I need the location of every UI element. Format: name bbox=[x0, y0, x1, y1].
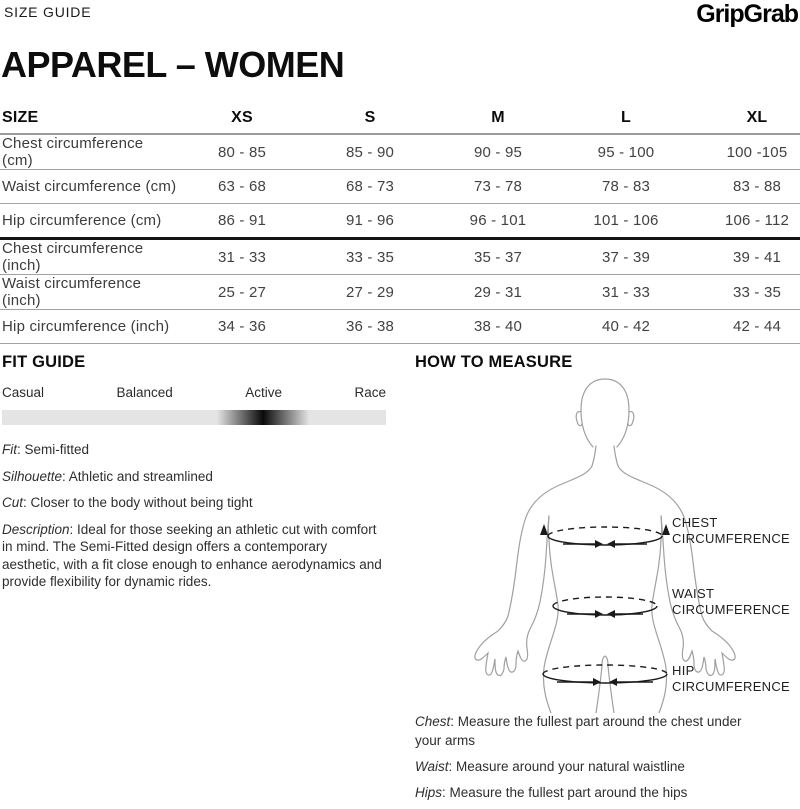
diagram-label-line: CIRCUMFERENCE bbox=[672, 601, 791, 617]
fit-scale-label: Active bbox=[245, 385, 282, 400]
column-header-size: SIZE bbox=[2, 109, 39, 126]
fit-scale-bar bbox=[2, 410, 386, 425]
diagram-label-chest bbox=[672, 515, 798, 546]
diagram-label-line: HIP bbox=[672, 663, 695, 678]
diagram-label-line: WAIST bbox=[672, 586, 715, 601]
column-header-xs: XS bbox=[231, 109, 253, 126]
size-value: 40 - 42 bbox=[601, 318, 651, 335]
diagram-label-waist bbox=[672, 586, 798, 617]
size-value: 42 - 44 bbox=[732, 318, 782, 335]
hip-band-arrows bbox=[593, 678, 617, 686]
size-value: 78 - 83 bbox=[601, 178, 651, 195]
size-value: 33 - 35 bbox=[345, 248, 395, 266]
fit-attributes bbox=[2, 441, 382, 600]
row-label: Hip circumference (cm) bbox=[2, 212, 162, 229]
page-eyebrow: SIZE GUIDE bbox=[4, 4, 92, 20]
row-label: Waist circumference (inch) bbox=[2, 275, 142, 309]
size-value: 101 - 106 bbox=[593, 212, 659, 229]
size-value: 106 - 112 bbox=[724, 212, 790, 229]
size-value: 85 - 90 bbox=[345, 143, 395, 161]
page-title: APPAREL – WOMEN bbox=[1, 44, 345, 85]
diagram-label-line: CHEST bbox=[672, 515, 718, 530]
measure-instructions bbox=[415, 712, 767, 809]
size-value: 39 - 41 bbox=[732, 248, 782, 266]
fit-scale-label: Casual bbox=[2, 385, 45, 400]
size-value: 31 - 33 bbox=[217, 248, 267, 266]
size-value: 25 - 27 bbox=[217, 283, 267, 301]
hip-measure-band bbox=[543, 665, 667, 683]
size-value: 34 - 36 bbox=[217, 318, 267, 335]
table-row bbox=[0, 170, 800, 204]
size-value: 100 -105 bbox=[726, 143, 788, 161]
fit-attribute-term: Silhouette bbox=[2, 468, 63, 484]
measure-instruction: Chest: Measure the fullest part around the chest under your arms bbox=[415, 714, 742, 748]
size-value: 96 - 101 bbox=[469, 212, 527, 229]
fit-attribute: Fit: Semi-fitted bbox=[2, 442, 90, 457]
size-value: 73 - 78 bbox=[473, 178, 523, 195]
fit-guide-heading: FIT GUIDE bbox=[2, 353, 86, 371]
size-value: 63 - 68 bbox=[217, 178, 267, 195]
fit-scale-label: Race bbox=[354, 385, 386, 400]
diagram-label-hip bbox=[672, 663, 798, 694]
fit-attribute-term: Fit bbox=[2, 442, 17, 457]
chest-measure-band bbox=[548, 527, 662, 545]
size-value: 38 - 40 bbox=[473, 318, 523, 335]
size-value: 37 - 39 bbox=[601, 248, 651, 266]
column-header-s: S bbox=[364, 109, 376, 126]
size-value: 83 - 88 bbox=[732, 178, 782, 195]
how-to-measure-heading: HOW TO MEASURE bbox=[415, 353, 573, 371]
size-value: 31 - 33 bbox=[601, 283, 651, 301]
size-value: 36 - 38 bbox=[345, 318, 395, 335]
row-label: Hip circumference (inch) bbox=[2, 318, 170, 335]
measure-instruction-term: Chest bbox=[415, 714, 451, 729]
size-value: 91 - 96 bbox=[345, 212, 395, 229]
size-value: 86 - 91 bbox=[217, 212, 267, 229]
table-row bbox=[0, 310, 800, 344]
measure-instruction-term: Hips bbox=[415, 785, 443, 800]
table-row bbox=[0, 134, 800, 170]
column-header-l: L bbox=[621, 109, 631, 126]
column-header-m: M bbox=[491, 109, 505, 126]
fit-scale-label: Balanced bbox=[116, 385, 173, 400]
measure-instruction-term: Waist bbox=[415, 759, 449, 774]
size-table-body bbox=[0, 134, 800, 344]
fit-attribute: Cut: Closer to the body without being tight bbox=[2, 495, 253, 510]
fit-scale-labels bbox=[2, 385, 386, 400]
size-value: 29 - 31 bbox=[473, 283, 523, 301]
measure-instruction: Waist: Measure around your natural waistline bbox=[415, 759, 685, 774]
diagram-label-line: CIRCUMFERENCE bbox=[672, 678, 791, 694]
fit-attribute-term: Description bbox=[2, 521, 70, 537]
table-row bbox=[0, 239, 800, 275]
row-label: Waist circumference (cm) bbox=[2, 178, 177, 195]
waist-measure-band bbox=[553, 597, 657, 615]
table-row bbox=[0, 204, 800, 239]
row-label: Chest circumference (cm) bbox=[2, 135, 144, 169]
fit-attribute-term: Cut bbox=[2, 495, 24, 510]
size-value: 80 - 85 bbox=[217, 143, 267, 161]
fit-attribute: Silhouette: Athletic and streamlined bbox=[2, 468, 213, 484]
gripgrab-logo: GripGrab bbox=[696, 0, 798, 28]
size-value: 68 - 73 bbox=[345, 178, 395, 195]
size-table bbox=[0, 103, 800, 344]
size-value: 35 - 37 bbox=[473, 248, 523, 266]
table-row bbox=[0, 275, 800, 310]
size-table-header-row bbox=[0, 103, 800, 134]
size-value: 33 - 35 bbox=[732, 283, 782, 301]
fit-attribute: Description: Ideal for those seeking an athletic cut with comfort in mind. The Semi-Fitted design offers a contemporary aesthetic, with a fit close enough to enhance aerodynamics and provide flexibility for dynamic rides. bbox=[2, 521, 382, 589]
column-header-xl: XL bbox=[746, 109, 768, 126]
size-value: 90 - 95 bbox=[473, 143, 523, 161]
waist-band-arrows bbox=[595, 610, 615, 618]
diagram-label-line: CIRCUMFERENCE bbox=[672, 530, 791, 546]
measure-instruction: Hips: Measure the fullest part around the hips bbox=[415, 785, 688, 800]
row-label: Chest circumference (inch) bbox=[2, 240, 144, 274]
size-value: 95 - 100 bbox=[597, 143, 655, 161]
size-value: 27 - 29 bbox=[345, 283, 395, 301]
